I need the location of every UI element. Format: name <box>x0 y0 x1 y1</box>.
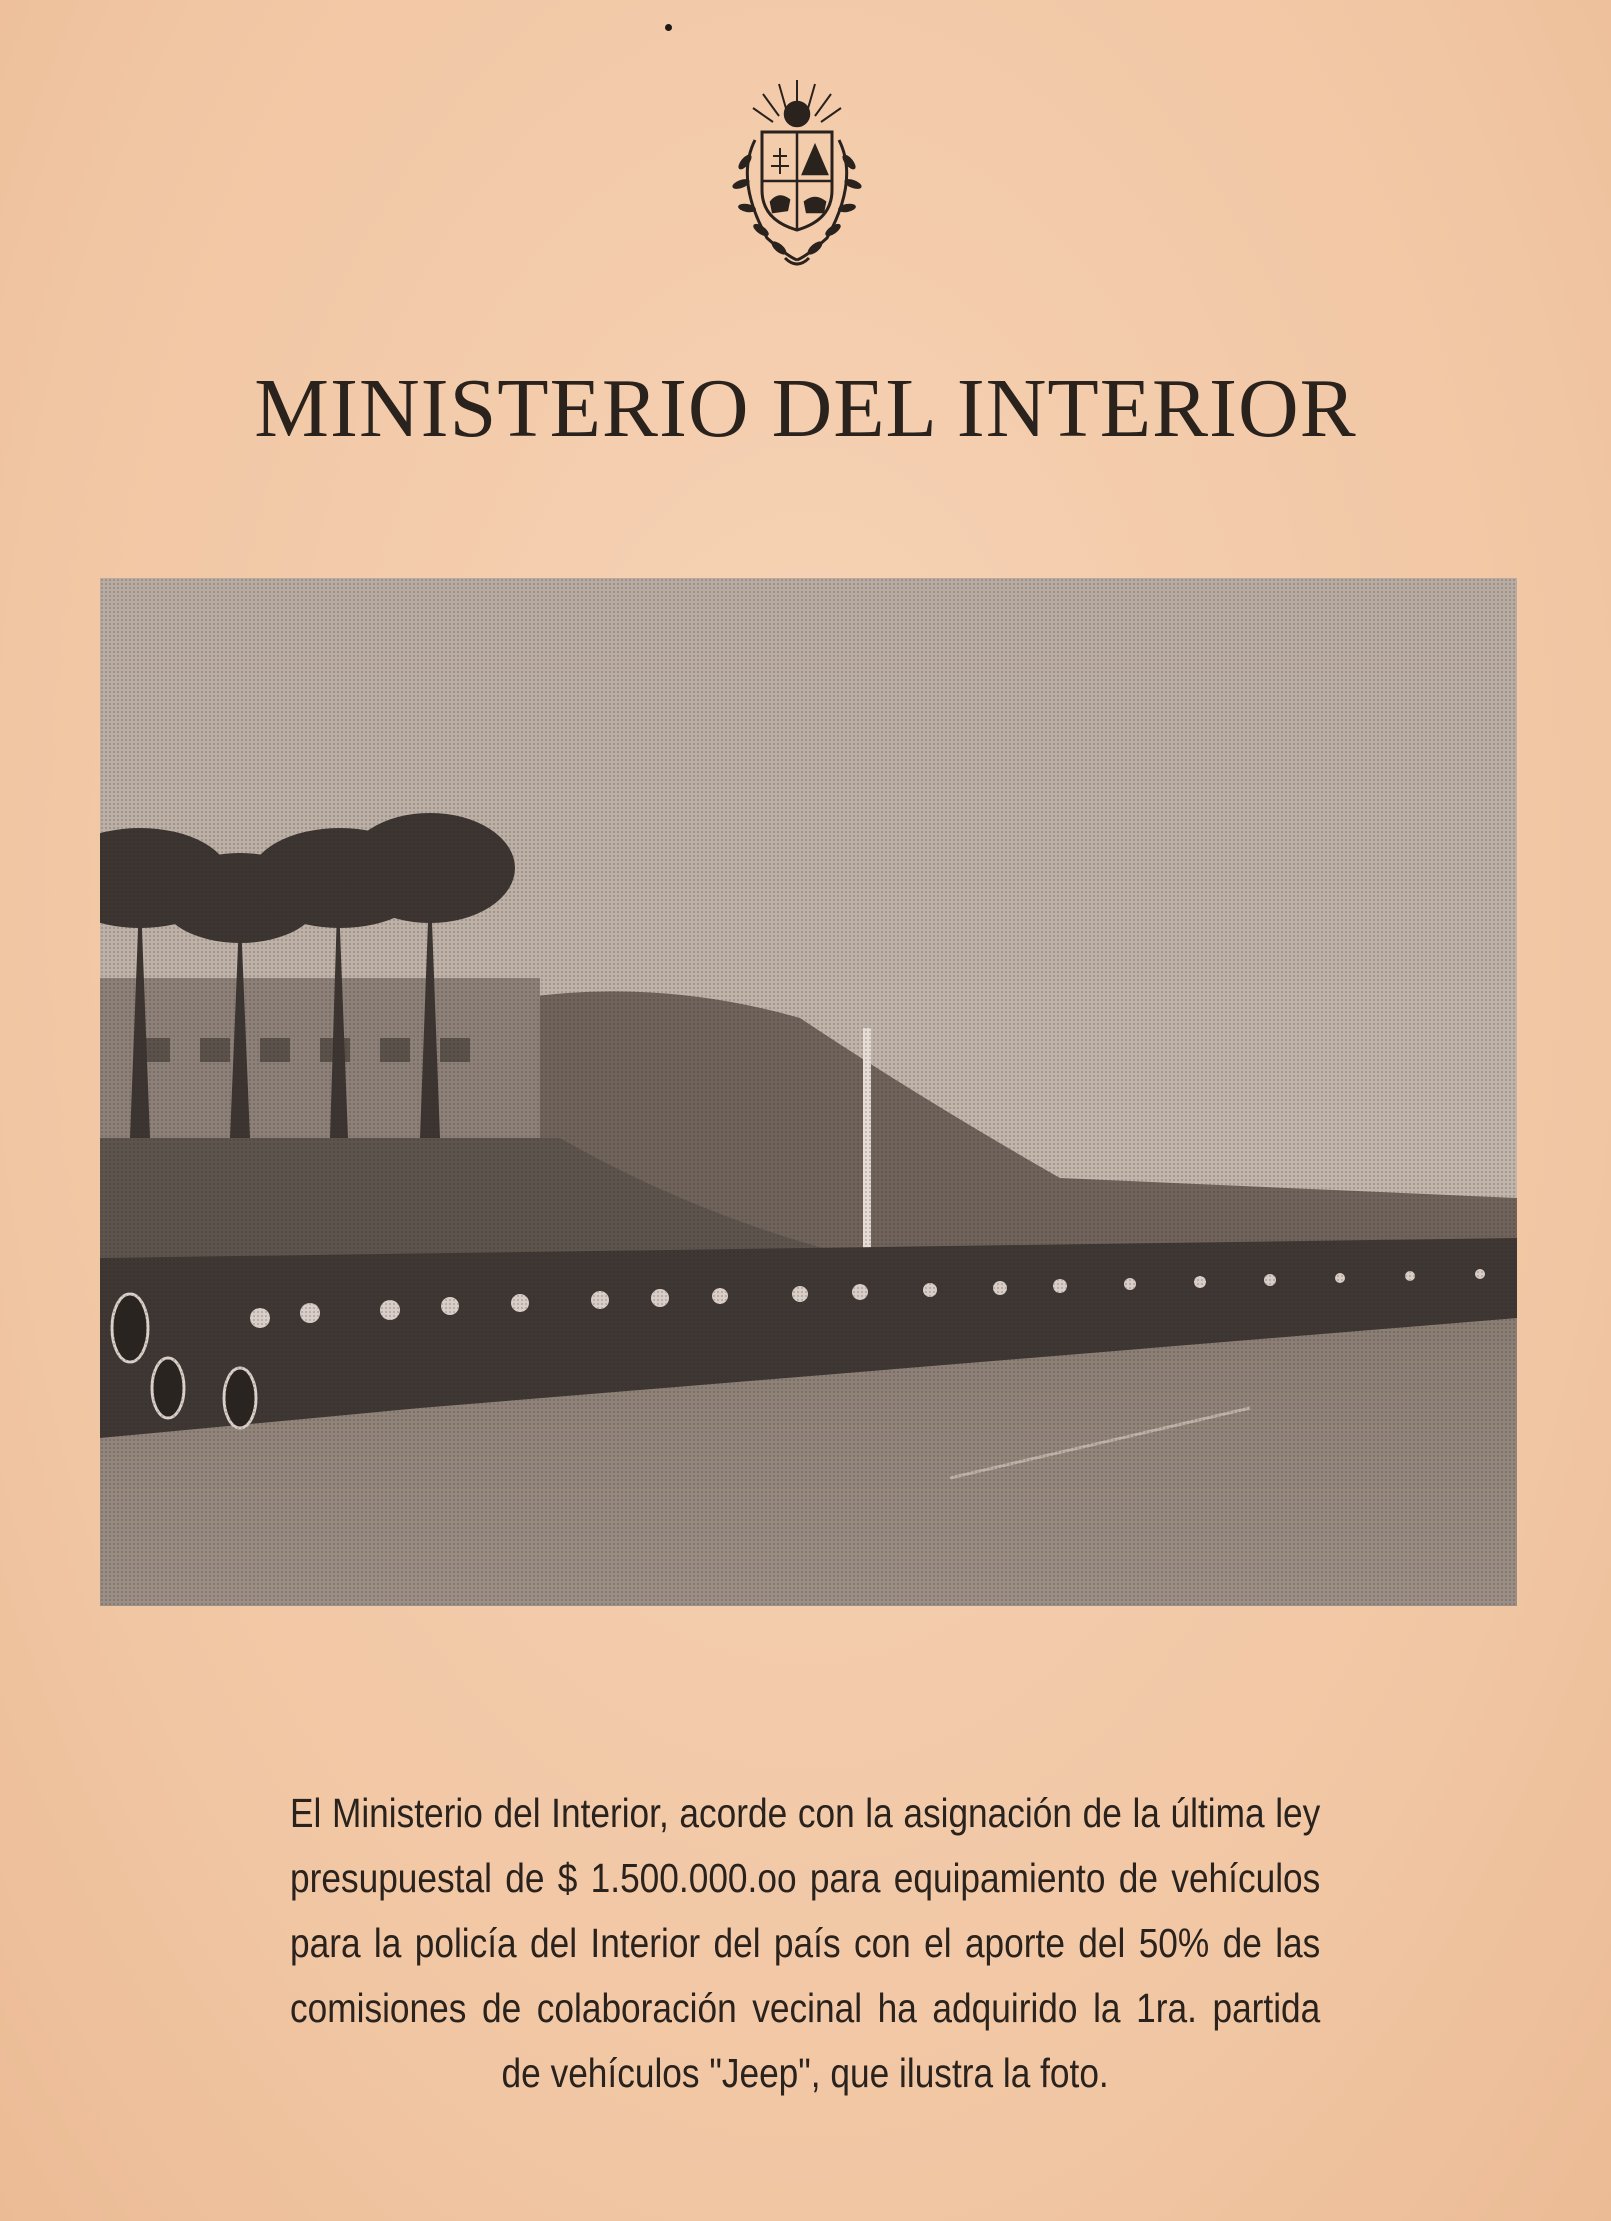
jeep-fleet-illustration <box>100 578 1517 1606</box>
ink-speck <box>665 24 672 31</box>
caption-text: El Ministerio del Interior, acorde con la asignación de la última ley presupuestal de $ 1.500.000.oo para equipamiento de vehículos para la policía del Interior del país con el aporte del 50% de las comisiones de colaboración vecinal ha adquirido la 1ra. partida de vehículos "Jeep", que ilustra la foto. <box>290 1790 1321 2096</box>
halftone-photo <box>100 578 1517 1606</box>
coat-of-arms-icon <box>707 70 887 280</box>
coat-of-arms-emblem <box>707 70 887 280</box>
page-title: MINISTERIO DEL INTERIOR <box>254 362 1357 455</box>
